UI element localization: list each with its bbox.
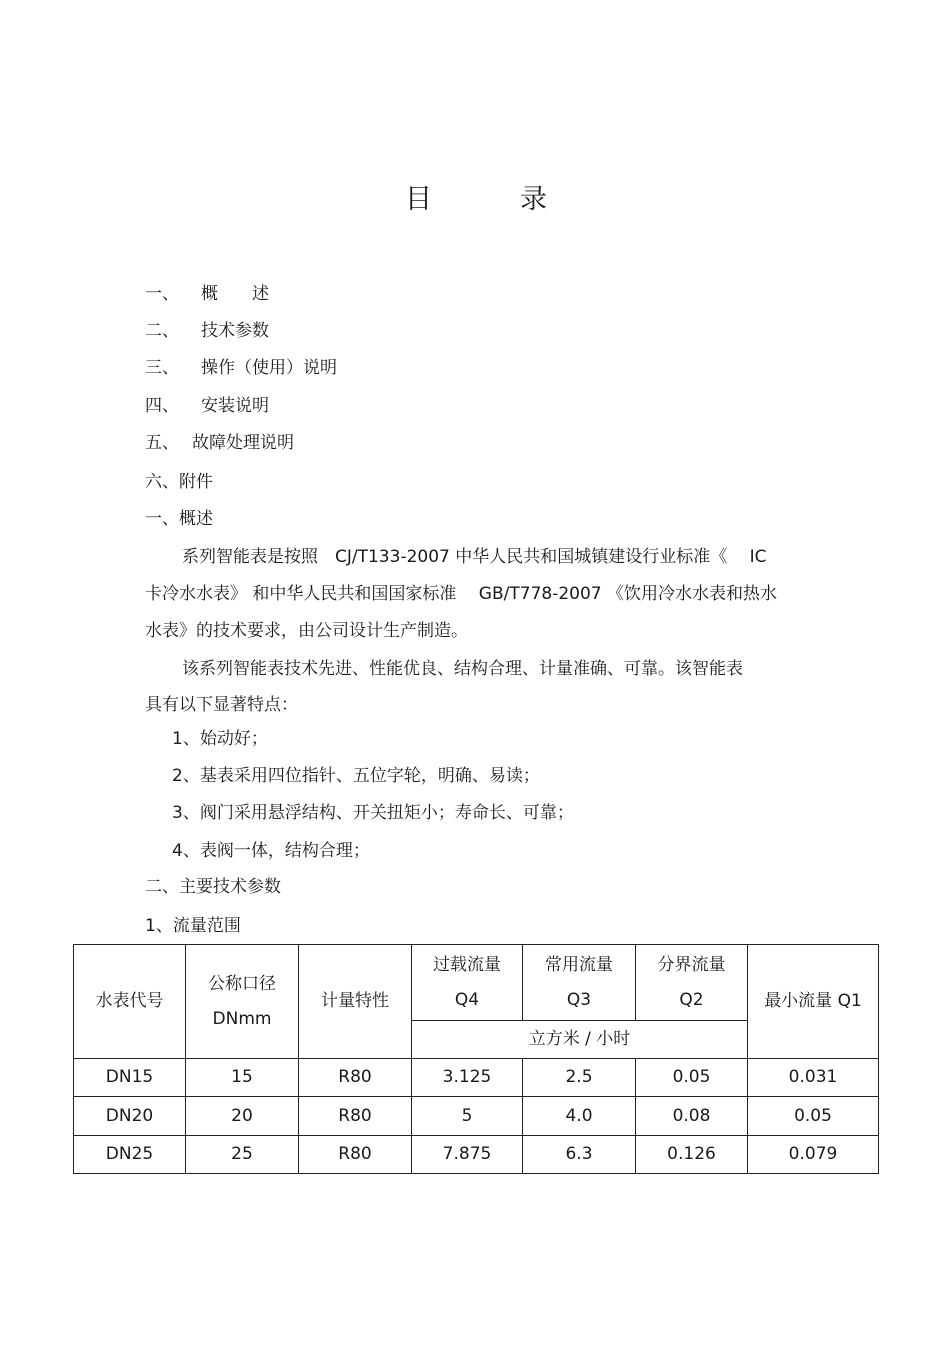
subsection-heading: 1、流量范围 — [145, 916, 241, 936]
section-heading: 二、主要技术参数 — [145, 877, 281, 897]
header-overload-flow-line2: Q4 — [454, 989, 480, 1010]
table-cell: 5 — [412, 1097, 523, 1136]
toc-item-label: 故障处理说明 — [192, 433, 294, 453]
feature-item: 1、始动好； — [172, 729, 268, 749]
toc-item-number: 五、 — [145, 433, 179, 453]
paragraph-line: 具有以下显著特点： — [145, 695, 298, 715]
table-cell: 4.0 — [523, 1097, 636, 1136]
header-nominal-diameter-line1: 公称口径 — [208, 973, 276, 994]
flow-range-table — [73, 944, 879, 1174]
table-cell: 0.126 — [636, 1136, 748, 1174]
header-permanent-flow — [523, 945, 636, 1021]
header-transitional-flow-line1: 分界流量 — [657, 954, 726, 975]
toc-item-number: 三、 — [145, 358, 179, 378]
page-title-char-2: 录 — [520, 184, 547, 215]
toc-item-number: 四、 — [145, 396, 179, 416]
header-nominal-diameter — [186, 945, 299, 1059]
toc-item-label: 操作（使用）说明 — [201, 358, 337, 378]
table-cell: 15 — [186, 1059, 299, 1097]
header-transitional-flow — [636, 945, 748, 1021]
header-unit: 立方米 / 小时 — [412, 1021, 748, 1059]
header-transitional-flow-line2: Q2 — [679, 989, 704, 1010]
header-permanent-flow-line2: Q3 — [566, 989, 592, 1010]
table-cell: 25 — [186, 1136, 299, 1174]
table-cell: 6.3 — [523, 1136, 636, 1174]
table-cell: R80 — [299, 1136, 412, 1174]
toc-item-number: 六、 — [145, 472, 179, 492]
table-cell: 2.5 — [523, 1059, 636, 1097]
header-overload-flow-line1: 过载流量 — [433, 954, 501, 975]
table-cell: 0.031 — [748, 1059, 879, 1097]
feature-item: 4、表阀一体，结构合理； — [172, 841, 370, 861]
header-nominal-diameter-line2: DNmm — [212, 1008, 272, 1029]
table-cell: 7.875 — [412, 1136, 523, 1174]
paragraph-line: 水表》的技术要求，由公司设计生产制造。 — [145, 621, 468, 641]
table-row — [74, 1136, 879, 1174]
header-minimum-flow: 最小流量 Q1 — [748, 945, 879, 1059]
table-cell: DN20 — [74, 1097, 186, 1136]
table-cell: 0.08 — [636, 1097, 748, 1136]
page-title-char-1: 目 — [405, 184, 432, 215]
header-meter-code: 水表代号 — [74, 945, 186, 1059]
header-permanent-flow-line1: 常用流量 — [545, 954, 613, 975]
toc-item-number: 二、 — [145, 321, 179, 341]
table-cell: 0.05 — [748, 1097, 879, 1136]
header-overload-flow — [412, 945, 523, 1021]
table-cell: R80 — [299, 1059, 412, 1097]
toc-item-label: 技术参数 — [201, 321, 269, 341]
feature-item: 2、基表采用四位指针、五位字轮，明确、易读； — [172, 766, 540, 786]
section-heading: 一、概述 — [145, 509, 213, 529]
table-cell: 0.05 — [636, 1059, 748, 1097]
table-cell: 3.125 — [412, 1059, 523, 1097]
table-cell: DN25 — [74, 1136, 186, 1174]
table-row — [74, 1097, 879, 1136]
toc-item-label: 概 述 — [201, 284, 269, 304]
toc-item-label: 附件 — [179, 472, 213, 492]
table-cell: 20 — [186, 1097, 299, 1136]
paragraph-line: 系列智能表是按照 CJ/T133-2007 中华人民共和国城镇建设行业标准《 IC — [182, 547, 767, 567]
toc-item-number: 一、 — [145, 284, 179, 304]
table-row — [74, 1059, 879, 1097]
header-metering-characteristic: 计量特性 — [299, 945, 412, 1059]
toc-item-label: 安装说明 — [201, 396, 269, 416]
table-cell: R80 — [299, 1097, 412, 1136]
table-cell: DN15 — [74, 1059, 186, 1097]
paragraph-line: 卡冷水水表》 和中华人民共和国国家标准 GB/T778-2007 《饮用冷水水表和热水 — [145, 584, 778, 604]
table-cell: 0.079 — [748, 1136, 879, 1174]
feature-item: 3、阀门采用悬浮结构、开关扭矩小；寿命长、可靠； — [172, 803, 574, 823]
paragraph-line: 该系列智能表技术先进、性能优良、结构合理、计量准确、可靠。该智能表 — [182, 659, 743, 679]
